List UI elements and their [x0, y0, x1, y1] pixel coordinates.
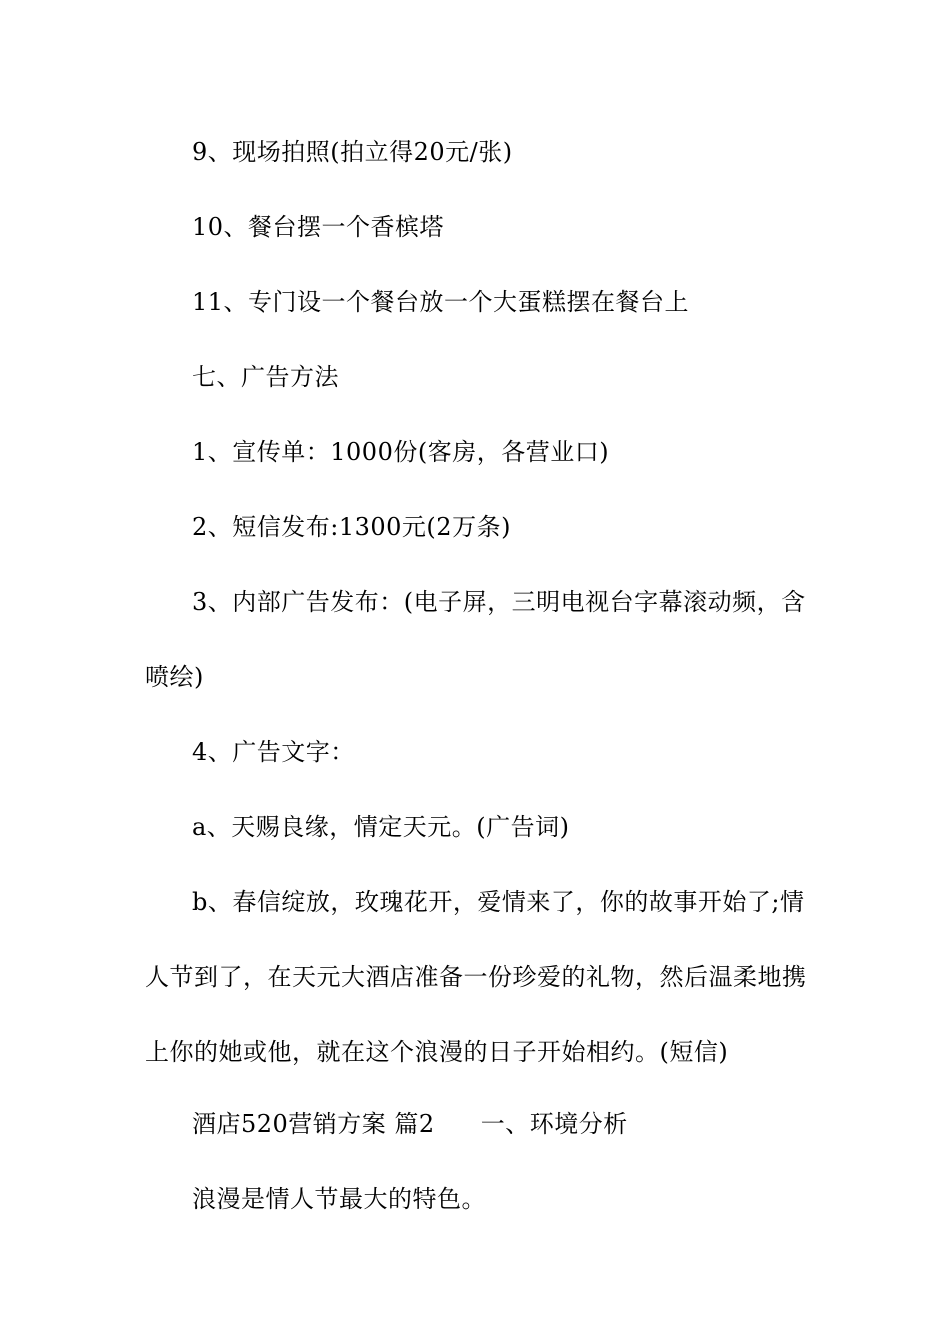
paragraph-slogan: a、天赐良缘，情定天元。(广告词) — [192, 813, 570, 841]
section-title: 酒店520营销方案 篇2 — [192, 1110, 435, 1138]
section-heading — [0, 1109, 950, 1139]
paragraph-ad-text: 4、广告文字： — [192, 738, 355, 766]
section-subtitle: 一、环境分析 — [480, 1110, 628, 1138]
paragraph-sms-text: b、春信绽放，玫瑰花开，爱情来了，你的故事开始了;情 — [192, 888, 805, 916]
paragraph-flyer: 1、宣传单：1000份(客房，各营业口) — [192, 438, 610, 466]
paragraph-sms-text-cont-2: 上你的她或他，就在这个浪漫的日子开始相约。(短信) — [145, 1038, 729, 1066]
paragraph-romance: 浪漫是情人节最大的特色。 — [192, 1185, 486, 1213]
paragraph-internal-ad: 3、内部广告发布：(电子屏，三明电视台字幕滚动频，含 — [192, 588, 806, 616]
heading-ad-method: 七、广告方法 — [192, 363, 339, 391]
paragraph-champagne: 10、餐台摆一个香槟塔 — [192, 213, 445, 241]
paragraph-photo: 9、现场拍照(拍立得20元/张) — [192, 138, 513, 166]
paragraph-cake: 11、专门设一个餐台放一个大蛋糕摆在餐台上 — [192, 288, 690, 316]
paragraph-internal-ad-cont: 喷绘) — [145, 663, 204, 691]
paragraph-sms: 2、短信发布:1300元(2万条) — [192, 513, 511, 541]
paragraph-sms-text-cont-1: 人节到了，在天元大酒店准备一份珍爱的礼物，然后温柔地携 — [145, 963, 807, 991]
